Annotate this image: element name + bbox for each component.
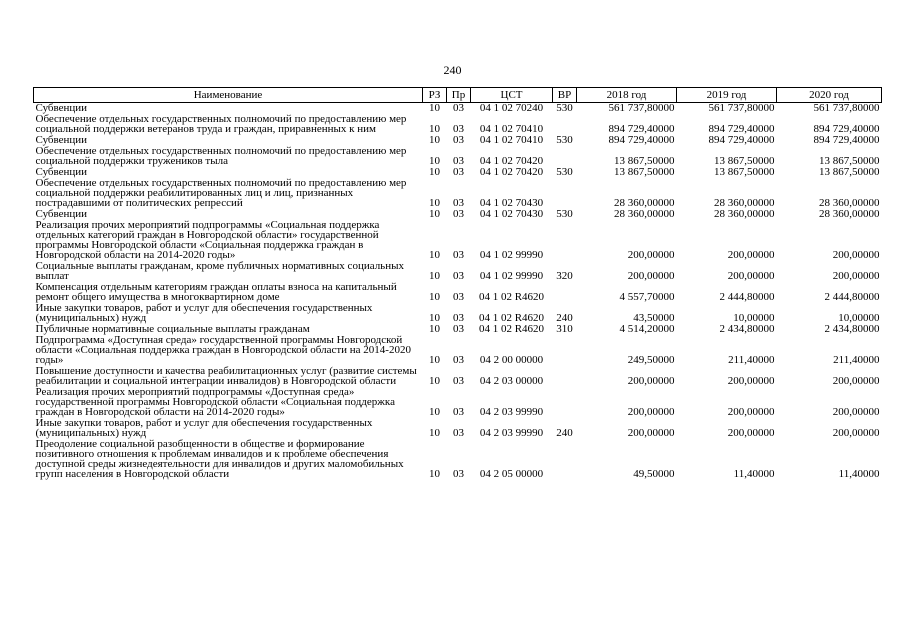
header-2019: 2019 год [677, 88, 777, 103]
row-vr [553, 146, 577, 167]
row-2019: 561 737,80000 [708, 102, 775, 114]
row-name: Обеспечение отдельных государственных полномочий по предоставлению мер социальной поддержки ветеранов труда и граждан, приравненных к ним [35, 113, 407, 135]
row-vr [553, 366, 577, 387]
table-row [34, 220, 882, 261]
row-2018: 13 867,50000 [614, 155, 675, 167]
row-name: Субвенции [35, 134, 88, 146]
row-2019: 28 360,00000 [714, 208, 775, 220]
row-2020: 561 737,80000 [813, 102, 880, 114]
row-vr: 530 [556, 208, 573, 220]
row-cst: 04 1 02 70410 [479, 123, 544, 135]
row-2020: 2 434,80000 [824, 323, 880, 335]
row-cst: 04 1 02 70420 [479, 166, 544, 178]
row-2020: 28 360,00000 [819, 197, 880, 209]
table-row [34, 439, 882, 480]
row-2018: 28 360,00000 [614, 197, 675, 209]
row-name: Иные закупки товаров, работ и услуг для обеспечения государственных (муниципальных) нужд [35, 417, 373, 439]
row-2019: 200,00000 [727, 427, 775, 439]
row-2018: 4 557,70000 [619, 291, 675, 303]
row-2020: 200,00000 [832, 249, 880, 261]
row-pr: 03 [453, 427, 464, 439]
row-2020: 211,40000 [833, 354, 880, 366]
header-vr: ВР [553, 88, 577, 103]
row-2019: 2 434,80000 [719, 323, 775, 335]
row-2020: 13 867,50000 [819, 155, 880, 167]
row-pr: 03 [453, 354, 464, 366]
row-name: Иные закупки товаров, работ и услуг для обеспечения государственных (муниципальных) нужд [35, 302, 373, 324]
row-2019: 11,40000 [733, 468, 775, 480]
row-name: Повышение доступности и качества реабилитационных услуг (развитие системы реабилитации и социальной интеграции инвалидов) в Новгородской области [35, 365, 417, 387]
row-pr: 03 [453, 406, 464, 418]
row-vr [553, 178, 577, 209]
row-2019: 211,40000 [728, 354, 775, 366]
header-2018: 2018 год [577, 88, 677, 103]
row-2019: 894 729,40000 [708, 123, 775, 135]
row-rz: 10 [429, 312, 440, 324]
row-2018: 200,00000 [627, 406, 675, 418]
row-name: Субвенции [35, 102, 88, 114]
row-cst: 04 1 02 R4620 [478, 291, 545, 303]
budget-table [33, 87, 882, 480]
header-name: Наименование [34, 88, 423, 103]
row-2020: 28 360,00000 [819, 208, 880, 220]
row-vr [553, 439, 577, 480]
page-number: 240 [443, 63, 462, 77]
row-2019: 200,00000 [727, 406, 775, 418]
row-cst: 04 1 02 70240 [479, 102, 544, 114]
row-2020: 2 444,80000 [824, 291, 880, 303]
row-name: Субвенции [35, 166, 88, 178]
row-vr: 240 [556, 312, 573, 324]
row-2018: 200,00000 [627, 427, 675, 439]
row-2018: 200,00000 [627, 375, 675, 387]
table-row [34, 303, 882, 324]
row-pr: 03 [453, 134, 464, 146]
row-rz: 10 [429, 270, 440, 282]
row-2018: 894 729,40000 [608, 134, 675, 146]
row-2018: 43,50000 [633, 312, 675, 324]
row-cst: 04 2 00 00000 [479, 354, 544, 366]
row-vr [553, 387, 577, 418]
row-rz: 10 [429, 375, 440, 387]
row-pr: 03 [453, 102, 464, 114]
row-vr [553, 114, 577, 135]
row-2018: 4 514,20000 [619, 323, 675, 335]
row-2020: 200,00000 [832, 270, 880, 282]
row-cst: 04 1 02 99990 [479, 270, 544, 282]
row-2020: 200,00000 [832, 427, 880, 439]
row-rz: 10 [429, 155, 440, 167]
table-header-row [34, 88, 882, 103]
row-rz: 10 [429, 291, 440, 303]
row-rz: 10 [429, 427, 440, 439]
table-row [34, 335, 882, 366]
row-pr: 03 [453, 155, 464, 167]
row-cst: 04 2 03 99990 [479, 427, 544, 439]
row-2019: 894 729,40000 [708, 134, 775, 146]
row-2019: 2 444,80000 [719, 291, 775, 303]
header-cst: ЦСТ [471, 88, 553, 103]
row-2018: 49,50000 [633, 468, 675, 480]
row-cst: 04 1 02 70420 [479, 155, 544, 167]
table-row [34, 261, 882, 282]
row-vr: 310 [556, 323, 573, 335]
row-2018: 13 867,50000 [614, 166, 675, 178]
row-name: Обеспечение отдельных государственных полномочий по предоставлению мер социальной поддержки реабилитированных лиц и лиц, признанных пострадавшими от политических репрессий [35, 177, 407, 209]
row-2018: 894 729,40000 [608, 123, 675, 135]
row-rz: 10 [429, 323, 440, 335]
row-pr: 03 [453, 197, 464, 209]
table-row [34, 178, 882, 209]
table-row [34, 366, 882, 387]
row-vr: 320 [556, 270, 573, 282]
row-name: Реализация прочих мероприятий подпрограммы «Социальная поддержка отдельных категорий граждан в Новгородской области» государственной программы Новгородской области «Социальная поддержка граждан в Новгородской области на 2014-2020 годы» [35, 219, 380, 261]
row-name: Социальные выплаты гражданам, кроме публичных нормативных социальных выплат [35, 260, 404, 282]
row-pr: 03 [453, 208, 464, 220]
row-pr: 03 [453, 375, 464, 387]
row-rz: 10 [429, 134, 440, 146]
row-cst: 04 2 03 00000 [479, 375, 544, 387]
row-cst: 04 1 02 99990 [479, 249, 544, 261]
row-rz: 10 [429, 354, 440, 366]
row-2018: 28 360,00000 [614, 208, 675, 220]
row-2020: 200,00000 [832, 406, 880, 418]
row-name: Реализация прочих мероприятий подпрограммы «Доступная среда» государственной программы Новгородской области «Социальная поддержка граждан в Новгородской области на 2014-2020 годы» [35, 386, 395, 418]
row-pr: 03 [453, 123, 464, 135]
row-2020: 13 867,50000 [819, 166, 880, 178]
row-2019: 13 867,50000 [714, 166, 775, 178]
row-pr: 03 [453, 249, 464, 261]
row-cst: 04 1 02 70430 [479, 208, 544, 220]
table-row [34, 282, 882, 303]
row-2019: 13 867,50000 [714, 155, 775, 167]
row-pr: 03 [453, 312, 464, 324]
row-name: Обеспечение отдельных государственных полномочий по предоставлению мер социальной поддержки тружеников тыла [35, 145, 407, 167]
row-vr: 530 [556, 134, 573, 146]
row-2019: 200,00000 [727, 270, 775, 282]
header-pr: Пр [447, 88, 471, 103]
row-cst: 04 1 02 70410 [479, 134, 544, 146]
table-row [34, 114, 882, 135]
row-vr [553, 335, 577, 366]
row-vr: 530 [556, 166, 573, 178]
table-body [34, 103, 882, 481]
row-pr: 03 [453, 323, 464, 335]
row-cst: 04 1 02 70430 [479, 197, 544, 209]
row-vr [553, 282, 577, 303]
row-rz: 10 [429, 166, 440, 178]
row-name: Субвенции [35, 208, 88, 220]
row-rz: 10 [429, 249, 440, 261]
row-2020: 10,00000 [838, 312, 880, 324]
row-name: Подпрограмма «Доступная среда» государственной программы Новгородской области «Социальная поддержка граждан в Новгородской области на 2014-2020 годы» [35, 334, 411, 366]
row-cst: 04 2 03 99990 [479, 406, 544, 418]
row-name: Преодоление социальной разобщенности в обществе и формирование позитивного отношения к проблемам инвалидов и к проблеме обеспечения доступной среды жизнедеятельности для инвалидов и других маломобильных групп населения в Новгородской области [35, 438, 404, 480]
row-2020: 200,00000 [832, 375, 880, 387]
row-2020: 894 729,40000 [813, 123, 880, 135]
row-vr: 240 [556, 427, 573, 439]
row-rz: 10 [429, 102, 440, 114]
row-name: Компенсация отдельным категориям граждан оплаты взноса на капитальный ремонт общего имущества в многоквартирном доме [35, 281, 397, 303]
table-row [34, 418, 882, 439]
row-rz: 10 [429, 208, 440, 220]
row-vr: 530 [556, 102, 573, 114]
row-rz: 10 [429, 468, 440, 480]
row-cst: 04 2 05 00000 [479, 468, 544, 480]
row-2018: 200,00000 [627, 249, 675, 261]
row-2019: 200,00000 [727, 249, 775, 261]
row-pr: 03 [453, 166, 464, 178]
row-2020: 894 729,40000 [813, 134, 880, 146]
row-name: Публичные нормативные социальные выплаты гражданам [35, 323, 310, 335]
row-2020: 11,40000 [838, 468, 880, 480]
row-rz: 10 [429, 406, 440, 418]
row-2018: 561 737,80000 [608, 102, 675, 114]
row-rz: 10 [429, 197, 440, 209]
table-row [34, 387, 882, 418]
header-2020: 2020 год [777, 88, 882, 103]
row-2018: 249,50000 [627, 354, 675, 366]
row-vr [553, 220, 577, 261]
row-pr: 03 [453, 270, 464, 282]
header-rz: РЗ [423, 88, 447, 103]
row-rz: 10 [429, 123, 440, 135]
row-pr: 03 [453, 468, 464, 480]
row-2019: 200,00000 [727, 375, 775, 387]
row-2019: 10,00000 [733, 312, 775, 324]
row-2018: 200,00000 [627, 270, 675, 282]
table-row [34, 146, 882, 167]
row-cst: 04 1 02 R4620 [478, 312, 545, 324]
row-2019: 28 360,00000 [714, 197, 775, 209]
row-cst: 04 1 02 R4620 [478, 323, 545, 335]
row-pr: 03 [453, 291, 464, 303]
